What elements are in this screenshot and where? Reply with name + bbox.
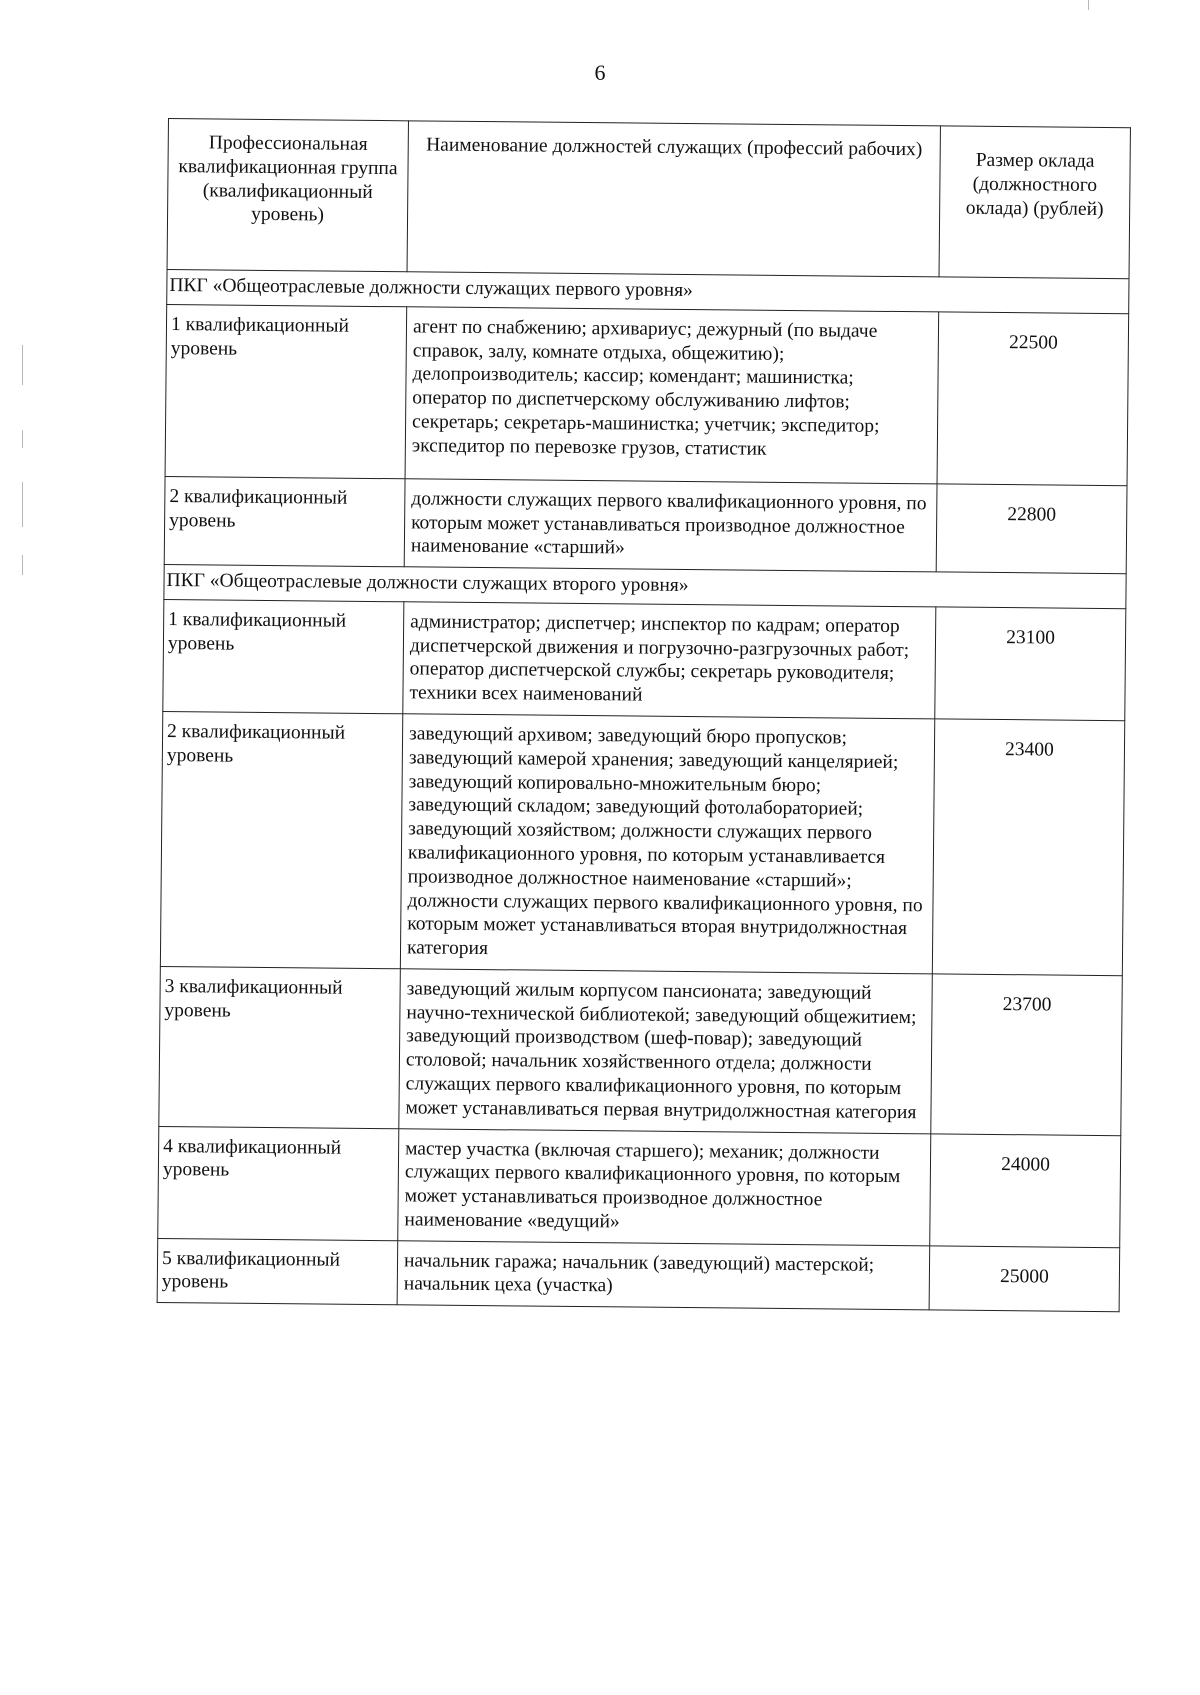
table-row <box>157 1238 1120 1312</box>
group-title: ПКГ «Общеотраслевые должности служащих первого уровня» <box>167 269 1129 313</box>
qualification-level: 4 квалификационный уровень <box>158 1126 399 1240</box>
table-row <box>158 1126 1121 1247</box>
salary-table-container <box>157 118 1130 1312</box>
table-header-row <box>167 119 1130 279</box>
position-list: заведующий архивом; заведующий бюро пропусков; заведующий камерой хранения; заведующий канцелярией; заведующий копировально-множительным бюро; заведующий складом; заведующий фотолабораторией; заведующий хозяйством; должности служащих первого квалификационного уровня, по которым устанавливается производное должностное наименование «старший»; должности служащих первого квалификационного уровня, по которым может устанавливаться вторая внутридолжностная категория <box>400 714 934 974</box>
salary-value: 22500 <box>937 312 1129 486</box>
group-title: ПКГ «Общеотраслевые должности служащих второго уровня» <box>164 565 1126 609</box>
page-number: 6 <box>594 60 606 85</box>
scan-mark <box>22 345 23 385</box>
salary-value: 24000 <box>930 1133 1121 1247</box>
qualification-level: 2 квалификационный уровень <box>160 712 402 969</box>
header-position-names: Наименование должностей служащих (профессий рабочих) <box>407 121 940 277</box>
qualification-level: 5 квалификационный уровень <box>157 1238 398 1305</box>
position-list: заведующий жилым корпусом пансионата; заведующий научно-технической библиотекой; заведующий общежитием; заведующий производством (шеф-повар); заведующий столовой; начальник хозяйственного отдела; должности служащих первого квалификационного уровня, по которым может устанавливаться первая внутридолжностная категория <box>399 969 933 1134</box>
table-row <box>159 966 1122 1135</box>
scan-mark <box>22 430 23 448</box>
scan-mark <box>1088 0 1089 10</box>
position-list: должности служащих первого квалификационного уровня, по которым может устанавливаться производное должностное наименование «старший» <box>404 479 937 572</box>
position-list: начальник гаража; начальник (заведующий) мастерской; начальник цеха (участка) <box>397 1240 930 1310</box>
position-list: агент по снабжению; архивариус; дежурный (по выдаче справок, залу, комнате отдыха, общежитию); делопроизводитель; кассир; комендант; машинистка; оператор по диспетчерскому обслуживанию лифтов; секретарь; секретарь-машинистка; учетчик; экспедитор; экспедитор по перевозке грузов, статистик <box>405 307 939 484</box>
salary-value: 22800 <box>936 484 1127 574</box>
header-qualification-group: Профессиональная квалификационная группа (квалификационный уровень) <box>167 119 408 272</box>
scan-mark <box>22 555 23 575</box>
header-salary: Размер оклада (должностного оклада) (рублей) <box>939 126 1130 279</box>
qualification-level: 3 квалификационный уровень <box>159 966 401 1128</box>
qualification-level: 1 квалификационный уровень <box>165 304 407 478</box>
position-list: администратор; диспетчер; инспектор по кадрам; оператор диспетчерской движения и погрузочно-разгрузочных работ; оператор диспетчерской службы; секретарь руководителя; техники всех наименований <box>403 602 936 719</box>
table-row <box>160 712 1124 976</box>
salary-value: 25000 <box>929 1246 1120 1312</box>
position-list: мастер участка (включая старшего); механик; должности служащих первого квалификационного уровня, по которым может устанавливаться производное должностное наименование «ведущий» <box>398 1128 931 1245</box>
salary-value: 23700 <box>931 974 1123 1136</box>
table-row <box>163 599 1126 720</box>
salary-value: 23400 <box>932 719 1124 976</box>
table-row <box>164 476 1127 574</box>
qualification-level: 1 квалификационный уровень <box>163 599 404 713</box>
qualification-level: 2 квалификационный уровень <box>164 476 405 567</box>
salary-value: 23100 <box>935 607 1126 721</box>
table-row <box>165 304 1129 485</box>
scan-mark <box>22 482 23 527</box>
salary-table <box>157 118 1131 1312</box>
